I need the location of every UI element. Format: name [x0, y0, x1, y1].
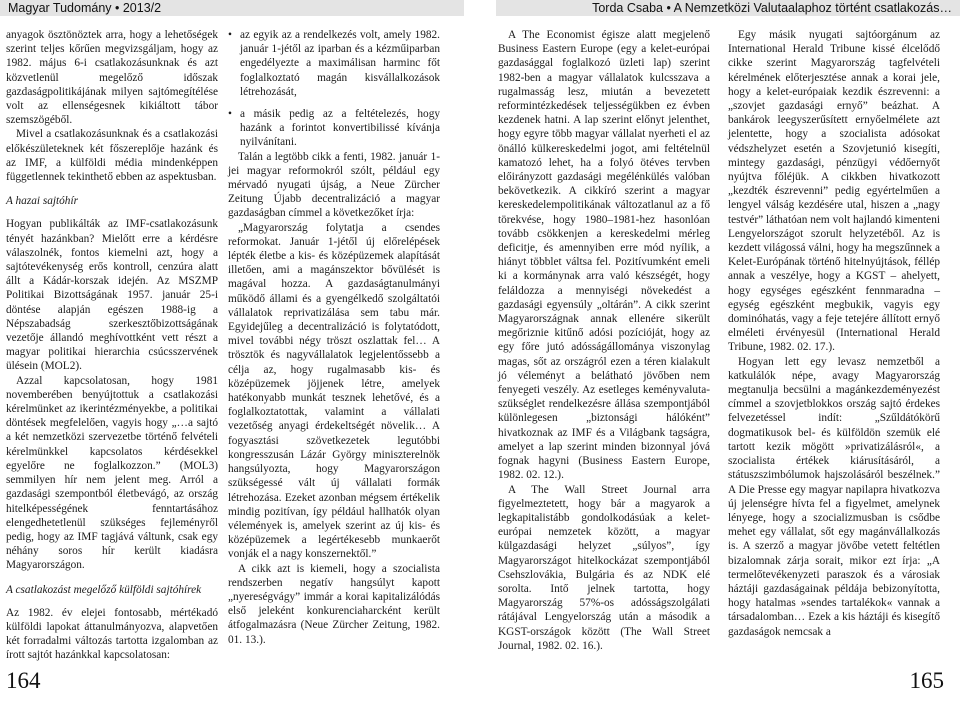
section-subheading: A csatlakozást megelőző külföldi sajtóhírek — [6, 583, 202, 596]
section-subheading: A hazai sajtóhír — [6, 195, 78, 208]
paragraph: anyagok ösztönöztek arra, hogy a lehetőségek szerint teljes kőrűen megvizsgáljam, hogy az 1982. május 6-i csatlakozásunknak és azt közvetlenül megelőző időszak gazdaságpolitikájának milyen sajtómegítélése volt az ellenségesnek kikiáltott tábor szemszögéből. — [6, 29, 218, 127]
paragraph: Egy másik nyugati sajtóorgánum az International Herald Tribune kissé élcelődő cikke szerint Magyarország tagfelvételi kérelmének előterjesztése annak a korai jele, hogy a kelet-európaiak kezdik észrevenni: a „szovjet gazdasági ernyő” beázhat. A bankárok leegyszerűsített ernyőelmélete azt jelentette, hogy a szocialista adósokat védszhelyzet esetén a Szovjetunió kisegíti, mintegy gazdasági, pénzügyi védőernyőt nyújtva főléjük. A cikkben hivatkozott „kezdték észrevenni” pedig egyértelműen a lengyel válság kezdésére utal, hiszen a „nagy testvér” láthatóan nem volt hajlandó kimenteni Lengyelországot szorult helyzetéből. Az is kezdett világossá válni, hogy ha megszűnnek a Kelet-Európának történő hitelnyújtások, féllép annak a veszélye, hogy a KGST – ahelyett, hogy egységes egészként fennmaradna – egység egészként megbukik, vagyis egy dominóhatás, vagy a feje tetejére állított ernyő elméleti érvényesül (International Herald Tribune, 1982. 02. 17.). — [728, 29, 940, 354]
left-column-1 — [6, 28, 218, 662]
paragraph: Hogyan publikálták az IMF-csatlakozásunk tényét hazánkban? Mielőtt erre a kérdésre válaszolnék, fontos kiemelni azt, hogy a sajtótevékenység erős kontroll, cenzúra alatt állt a Kádár-korszak idején. Az MSZMP Politikai Bizottságának 1957. január 25-i döntése alapján egészen 1988-ig a Népszabadság szerkesztőbizottságának vezetője állandó meghívottként vett részt a magyar politikai hierarchia csúcsszervének ülésein (MOL2). — [6, 218, 218, 373]
paragraph: Azzal kapcsolatosan, hogy 1981 novemberében benyújtottuk a csatlakozási kérelmünket az ikerintézményekbe, a politikai döntések megfelelően, vagyis hogy „…a sajtó a két nemzetközi szervezetbe történő felvételi kérelmünkkel kapcsolatos kérdésekkel egyelőre ne foglalkozzon.” (MOL3) semmilyen hír nem jelent meg. Arról a gazdasági szempontból életbevágó, az ország hitelképességének fenntartásához elengedhetetlenül szükséges fejleményről pedig, hogy az IMF tagjává váltunk, csak egy néhány soros hír került kiadásra Magyarországon. — [6, 374, 218, 572]
paragraph: A The Wall Street Journal arra figyelmeztetett, hogy bár a magyarok a legkapitalistább gondolkodásúak a kelet-európai nemzetek között, a magyar külgazdasági helyzet „súlyos”, így Magyarországot hitelkockázat szempontjából Csehszlovákia, Bulgária és az NDK elé sorolta. Intő jelnek tartotta, hogy Magyarország 57%-os adósságszolgálati rátájával Lengyelország után a második a KGST-országok között (The Wall Street Journal, 1982. 02. 16.). — [498, 483, 710, 652]
page-number-left: 164 — [6, 668, 41, 693]
paragraph: A cikk azt is kiemeli, hogy a szocialista rendszerben negatív hangsúlyt kapott „nyereségvágy” immár a korai kapitalizálódás első jeleként konkurenciaharcként került átfogalmazásra (Neue Zürcher Zeitung, 1982. 01. 13.). — [228, 562, 440, 646]
page-number-right: 165 — [909, 668, 944, 693]
bullet-item: • az egyik az a rendelkezés volt, amely 1982. január 1-jétől az iparban és a kézműiparban engedélyezte a maximálisan harminc főt foglalkoztató magán kisvállalkozások létrehozását, — [228, 28, 440, 99]
right-column-2 — [728, 28, 940, 638]
bullet-list — [228, 28, 440, 150]
paragraph: A The Economist égisze alatt megjelenő Business Eastern Europe (egy a kelet-európai gazdasággal foglalkozó üzleti lap) szerint 1982-ben a magyar vállalatok kulcsszava a rugalmasság lesz, miután a bevezetett reformintézkedések teljességükben ez évben kezdenek hatni. A lap szerint előnyt jelenthet, hogy egyre több magyar vállalat nyerheti el az önálló külkereskedelmi jogot, ami feltételnül kamatozó lehet, ha a folyó ötéves tervben előirányzott gazdasági megélénkülés valóban bekövetkezik. A cikkíró szerint a magyar kereskedelempolitikának változatlanul az a fő törekvése, hogy 1980–1981-hez hasonlóan tovább csökkenjen a kereskedelmi mérleg deficitje, és amennyiben erre mód nyílik, a hiányt többlet váltsa fel. Pozitívumként emeli ki a kormánynak arra való készségét, hogy feláldozza a mennyiségi növekedést a gazdasági egyensúly „oltárán”. A cikk szerint Magyarországnak annak ellenére sikerült megőriznie kitűnő adósi pozícióját, hogy az egy főre jutó adósságállománya viszonylag magas, sőt az országról ezen a téren kialakult jó véleményt a belátható jövőben nem fenyegeti veszély. Az esetleges keményvaluta-szükséglet rendelkezésre állása szempontjából különlegesen „biztonsági hálóként” hivatkoznak az IMF és a Világbank tagságra, amelyet a lap szerint minden bizonnyal jóvá fognak hagyni (Business Eastern Europe, 1982. 02. 12.). — [498, 29, 710, 482]
right-column-1 — [498, 28, 710, 652]
running-head-right: Torda Csaba • A Nemzetközi Valutaalaphoz történt csatlakozás… — [496, 0, 960, 16]
paragraph: Talán a legtöbb cikk a fenti, 1982. január 1-jei magyar reformokról szólt, például egy mérvadó nyugati újság, a Neue Zürcher Zeitung Újabb decentralizáció a magyar gazdaságban címmel a következőket írja: — [228, 150, 440, 220]
paragraph: Az 1982. év elejei fontosabb, mértékadó külföldi lapokat áttanulmányozva, alapvetően két forradalmi változás tartotta izgalomban az írott sajtót hazánkkal kapcsolatosan: — [6, 606, 218, 662]
bullet-item: • a másik pedig az a feltételezés, hogy hazánk a forintot konvertibilissé kívánja nyilvánítani. — [228, 107, 440, 150]
paragraph: Hogyan lett egy levasz nemzetből a katkulálók népe, avagy Magyarország megtanulja becsülni a magánkezdeményezést címmel a szovjetblokkos ország sajtó érdekes felvezetéssel indít: „Szűldátókörű dogmatikusok bel- és külföldön szemük elé tartott kezik mögött »privatizálásról«, a szocialista értékek kiárusításáról, a státuszszimbólumok hajszolásáról beszélnek.” A Die Presse egy magyar napilapra hivatkozva új jelenségre hívta fel a figyelmet, amelynek lényege, hogy a szocializmusban is csődbe mehet egy vállalat, sőt egy magánvállalkozás is. A szerző a magyar jövőbe vetett feltétlen bizalomnak zárja sorait, mikor ezt írja: „A termelőtevékenyzeti paraszok és a városiak háztáji gazdaságainak példája bebizonyította, hogy hatalmas »sendes tartalékok« vannak a társadalomban… Ezek a kis háztáji és kisegítő gazdaságok nemcsak a — [728, 355, 940, 638]
paragraph: Mivel a csatlakozásunknak és a csatlakozási előkészületeknek két főszereplője hazánk és az IMF, a külföldi média mindenképpen függetlennek tekinthető ebben az aspektusban. — [6, 128, 218, 184]
left-column-2 — [228, 28, 440, 646]
right-page — [480, 0, 960, 708]
paragraph: „Magyarország folytatja a csendes reformokat. Január 1-jétől új előrelépések lépték életbe a kis- és középüzemek alapítását illetően, ami a magánszektor bővülését is magával hozza. A gazdaságtanulmányi működő állami és a gyengélkedő szolgáltatói vállalatok reprivatizálása sem tabu már. Egyidejűleg a decentralizáció is folytatódott, mivel további négy tröszt oszlattak fel… A trösztök és nagyvállalatok legjelentőssebb a célja az, hogy rugalmasabb kis- és középüzemek jöjjenek létre, amelyek hatékonyabb munkát tesznek lehetővé, és a foglalkoztatottak, valamint a vállalati vezetőség anyagi érdekeltségét növelik… A fogyasztási szövetkezetek legutóbbi kongresszusán Lázár György miniszterelnök hangsúlyozta, hogy Magyarországon szükségessé vált új vállalati formák létrehozása. Ezeket azonban mégsem értékelik mindig pozitívan, így például hallhatók olyan vélemények is, amelyek szerint az új kis- és középüzemek a legértékesebb munkaerőt vonják el a nagy konszernektől.” — [228, 221, 440, 561]
running-head-left: Magyar Tudomány • 2013/2 — [0, 0, 464, 16]
